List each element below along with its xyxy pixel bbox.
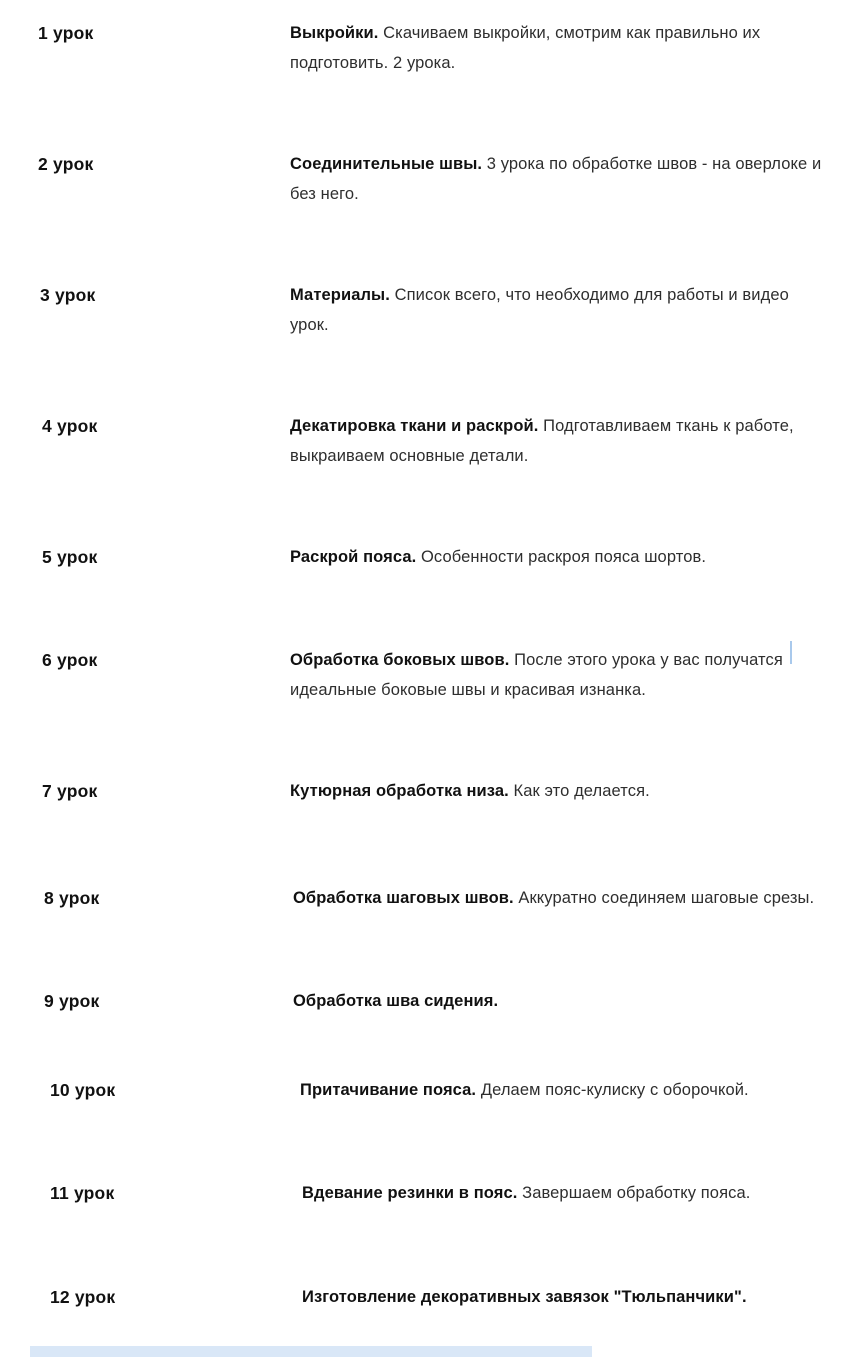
lesson-number: 4 урок	[42, 416, 98, 436]
lesson-summary: Скачиваем выкройки, смотрим как правильно их подготовить. 2 урока.	[290, 24, 761, 72]
lesson-number: 2 урок	[38, 154, 94, 174]
lesson-title: Соединительные швы.	[290, 155, 483, 173]
lesson-description	[293, 883, 825, 913]
lesson-number: 3 урок	[40, 285, 96, 305]
lesson-summary: Список всего, что необходимо для работы и видео урок.	[290, 286, 789, 334]
lesson-description[interactable]	[290, 645, 822, 705]
lesson-title: Обработка шва сидения.	[293, 992, 499, 1010]
lesson-description	[290, 280, 822, 340]
lesson-number: 9 урок	[44, 991, 100, 1011]
lesson-number: 12 урок	[50, 1287, 116, 1307]
lesson-summary: Делаем пояс-кулиску с оборочкой.	[480, 1081, 749, 1099]
lesson-title: Притачивание пояса.	[300, 1081, 477, 1099]
lesson-description	[290, 776, 822, 806]
lesson-summary: Подготавливаем ткань к работе, выкраиваем основные детали.	[290, 417, 794, 465]
lesson-description	[290, 149, 822, 209]
lesson-number: 1 урок	[38, 23, 94, 43]
lesson-title: Раскрой пояса.	[290, 548, 417, 566]
lesson-description	[302, 1282, 834, 1312]
bottom-highlight-strip	[30, 1346, 592, 1357]
lesson-description	[290, 542, 822, 572]
lesson-description	[290, 18, 822, 78]
lesson-number: 7 урок	[42, 781, 98, 801]
lesson-summary: После этого урока у вас получатся идеальные боковые швы и красивая изнанка.	[290, 651, 783, 699]
lesson-summary: Завершаем обработку пояса.	[522, 1184, 751, 1202]
lesson-summary: Как это делается.	[513, 782, 650, 800]
lesson-title: Декатировка ткани и раскрой.	[290, 417, 539, 435]
lesson-title: Материалы.	[290, 286, 390, 304]
lesson-number: 11 урок	[50, 1183, 115, 1203]
lesson-number: 6 урок	[42, 650, 98, 670]
lesson-number: 5 урок	[42, 547, 98, 567]
lesson-number: 8 урок	[44, 888, 100, 908]
lesson-summary: Особенности раскроя пояса шортов.	[420, 548, 707, 566]
lesson-summary: 3 урока по обработке швов - на оверлоке и без него.	[290, 155, 822, 203]
lesson-title: Обработка шаговых швов.	[293, 889, 514, 907]
lesson-number: 10 урок	[50, 1080, 116, 1100]
lesson-summary: Аккуратно соединяем шаговые срезы.	[518, 889, 815, 907]
lesson-description	[300, 1075, 832, 1105]
lesson-description	[302, 1178, 834, 1208]
lesson-title: Выкройки.	[290, 24, 379, 42]
lesson-title: Кутюрная обработка низа.	[290, 782, 509, 800]
lesson-description	[293, 986, 825, 1016]
lesson-title: Обработка боковых швов.	[290, 651, 510, 669]
lesson-title: Изготовление декоративных завязок "Тюльпанчики".	[302, 1288, 747, 1306]
text-cursor	[790, 641, 792, 664]
lesson-title: Вдевание резинки в пояс.	[302, 1184, 518, 1202]
lesson-description	[290, 411, 822, 471]
